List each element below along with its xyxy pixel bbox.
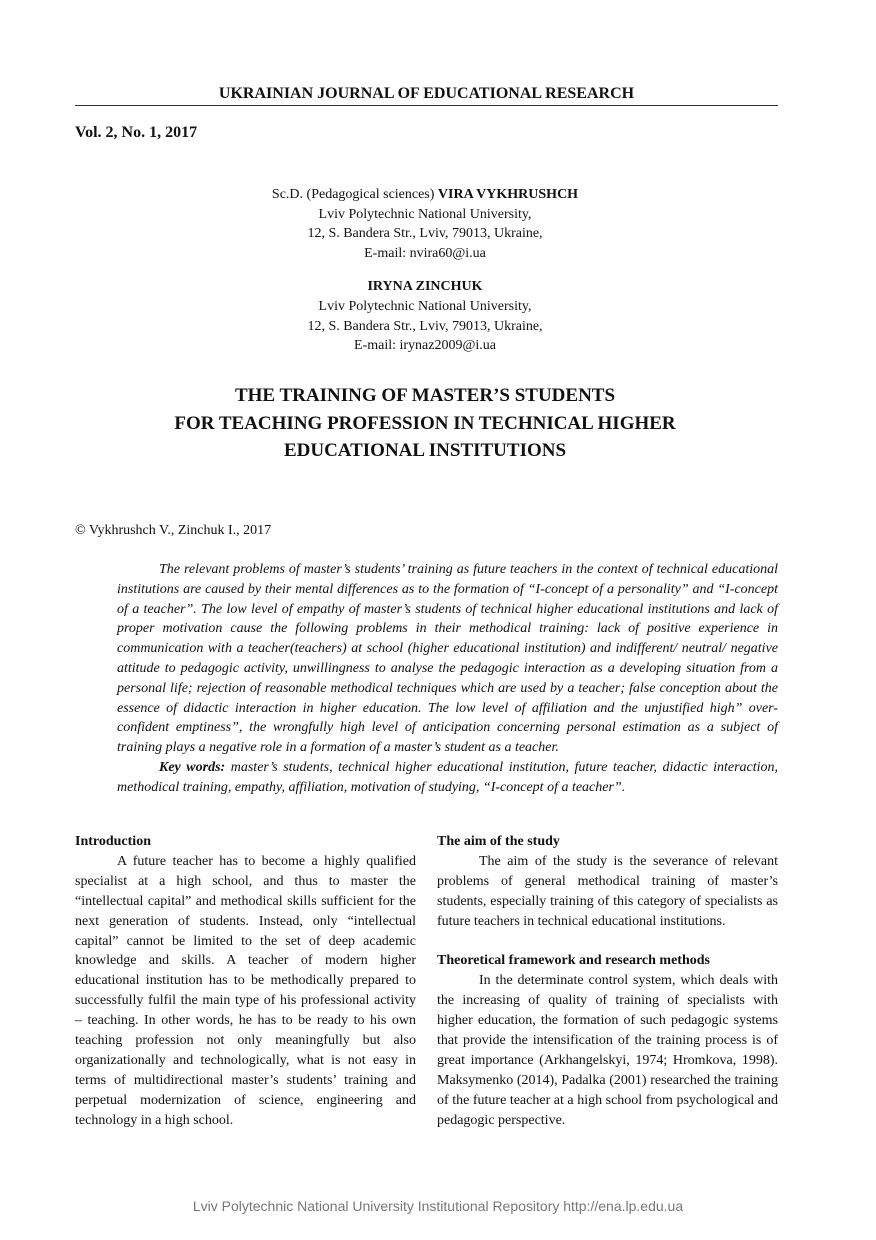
author-address: 12, S. Bandera Str., Lviv, 79013, Ukraine, xyxy=(307,226,543,242)
author-email: E-mail: nvira60@i.ua xyxy=(364,245,486,261)
paper-title xyxy=(100,382,750,465)
introduction-text: A future teacher has to become a highly qualified specialist at a high school, and thus to master the “intellectual capital” and methodical skills sufficient for the next generation of students. Instead, only “intellectual capital” cannot be limited to the set of deep academic knowledge and skills. A teacher of modern higher educational institution has to be methodically prepared to successfully fulfil the main type of his professional activity – teaching. In other words, he has to be ready to his own teaching profession not only meaningfully but also organizationally and technologically, what is not easy in terms of multidirectional master’s students’ training and perpetual modernization of science, engineering and technology in a high school. xyxy=(75,853,416,1128)
title-line: THE TRAINING OF MASTER’S STUDENTS xyxy=(234,385,616,406)
aim-text: The aim of the study is the severance of relevant problems of general methodical training of master’s students, especially training of this category of specialists as future teachers in technical educational institutions. xyxy=(437,853,778,929)
journal-title: UKRAINIAN JOURNAL OF EDUCATIONAL RESEARCH xyxy=(218,85,635,102)
section-heading-framework: Theoretical framework and research methods xyxy=(437,953,710,969)
authors-block xyxy=(200,185,650,356)
section-heading-aim: The aim of the study xyxy=(437,834,560,849)
copyright: © Vykhrushch V., Zinchuk I., 2017 xyxy=(75,523,272,538)
header-rule xyxy=(75,105,778,106)
framework-text: In the determinate control system, which deals with the increasing of quality of training of specialists with higher education, the formation of such pedagogic systems that provide the intensification of the training process is of great importance (Arkhangelskyi, 1974; Hromkova, 1998). Maksymenko (2014), Padalka (2001) researched the training of the future teacher at a high school from psychological and pedagogic perspective. xyxy=(437,973,778,1128)
author-affiliation: Lviv Polytechnic National University, xyxy=(318,298,532,314)
author-email: E-mail: irynaz2009@i.ua xyxy=(354,338,496,354)
author-degree: Sc.D. (Pedagogical sciences) xyxy=(271,187,435,202)
author-name: IRYNA ZINCHUK xyxy=(367,279,483,295)
abstract xyxy=(117,560,778,798)
author-address: 12, S. Bandera Str., Lviv, 79013, Ukraine, xyxy=(307,318,543,334)
volume-info: Vol. 2, No. 1, 2017 xyxy=(75,124,198,141)
title-line: FOR TEACHING PROFESSION IN TECHNICAL HIGHER xyxy=(174,412,676,434)
author-affiliation: Lviv Polytechnic National University, xyxy=(318,206,532,222)
author-name: VIRA VYKHRUSHCH xyxy=(437,187,579,202)
keywords-label: Key words: xyxy=(159,759,226,775)
repository-footer: Lviv Polytechnic National University Institutional Repository http://ena.lp.edu.ua xyxy=(192,1198,684,1214)
author-1-line xyxy=(200,185,650,205)
abstract-text: The relevant problems of master’s students’ training as future teachers in the context of technical educational institutions are caused by their mental differences as to the formation of “I-concept of a personality” and “I-concept of a teacher”. The low level of empathy of master’s students of technical higher educational institutions and lack of proper motivation cause the following problems in their methodical training: lack of positive experience in communication with a teacher(teachers) at school (higher educational institution) and indifferent/ neutral/ negative attitude to pedagogic activity, unwillingness to analyse the pedagogic interaction as a developing situation from a personal life; rejection of reasonable methodical techniques which are used by a teacher; false conception about the essence of didactic interaction in higher education. The low level of affiliation and the unjustified high” over-confident emptiness”, the wrongfully high level of anticipation concerning personal estimation as a subject of training plays a negative role in a formation of a master’s student as a teacher. xyxy=(117,562,778,756)
left-column xyxy=(75,832,416,1131)
title-line: EDUCATIONAL INSTITUTIONS xyxy=(283,440,567,461)
keywords-text: master’s students, technical higher educational institution, future teacher, didactic interaction, methodical training, empathy, affiliation, motivation of studying, “I-concept of a teacher”. xyxy=(117,759,779,795)
section-heading-introduction: Introduction xyxy=(75,834,151,849)
keywords xyxy=(117,758,778,798)
right-column xyxy=(437,832,778,1131)
